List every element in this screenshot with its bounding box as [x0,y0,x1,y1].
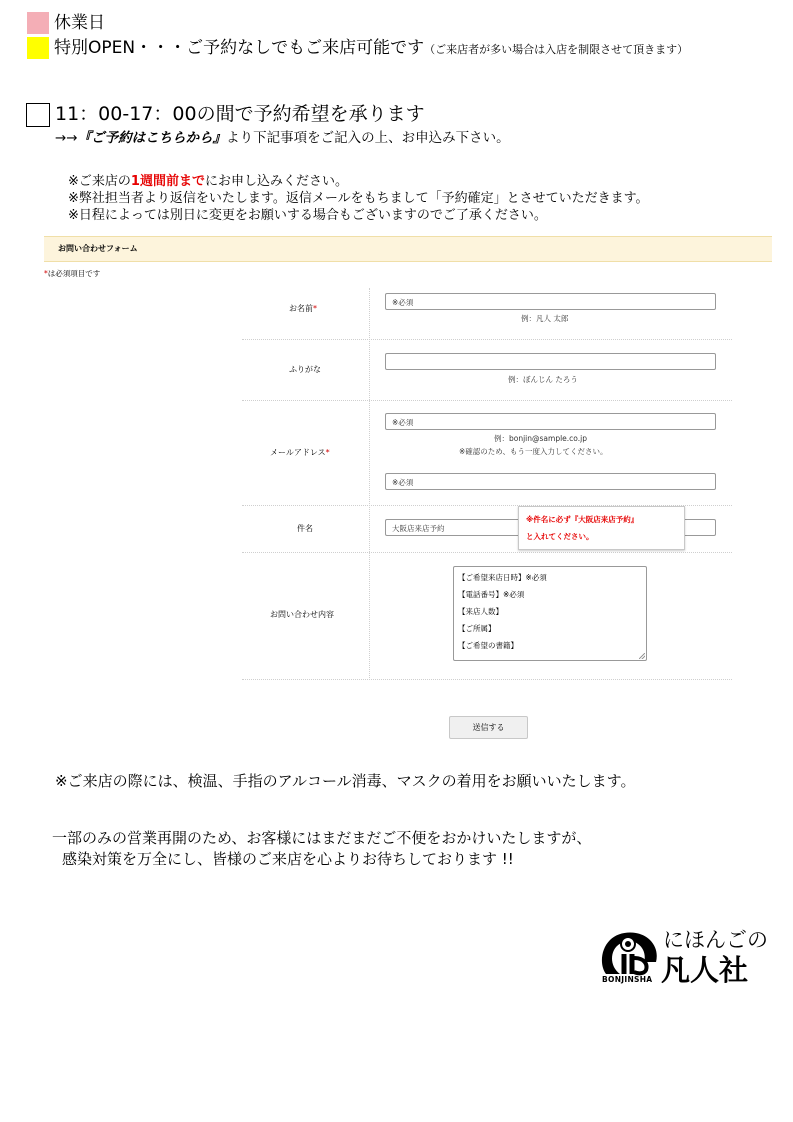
email-example: 例：bonjin@sample.co.jp [494,434,587,443]
furigana-input[interactable] [385,353,716,370]
name-example: 例：凡人 太郎 [521,314,569,323]
subject-tooltip: ※件名に必ず『大阪店来店予約』 と入れてください。 [518,506,685,550]
reservation-instruction-text: より下記事項をご記入の上、お申込み下さい。 [226,130,510,146]
arrow-glyph: →→ [55,130,78,146]
form-column-separator [369,288,370,680]
bonjinsha-logo [598,928,770,990]
reservation-time: 11：00-17：00の間で予約希望を承ります [55,103,425,125]
note-deadline: ※ご来店の1週間前までにお申し込みください。 [68,174,348,189]
closing-precautions: ※ご来店の際には、検温、手指のアルコール消毒、マスクの着用をお願いいたします。 [55,772,636,790]
resize-grip-icon[interactable] [639,653,645,659]
inquiry-line: 【ご希望来店日時】※必須 [458,573,547,582]
bonjinsha-mark-icon [598,928,660,976]
inquiry-line: 【電話番号】※必須 [458,590,525,599]
subject-label: 件名 [297,524,313,533]
logo-name: 凡人社 [661,953,749,987]
required-note: *は必須項目です [44,269,101,278]
email-confirm-input[interactable]: ※必須 [385,473,716,490]
name-label: お名前* [289,304,317,313]
reservation-instruction [55,126,510,146]
reservation-checkbox [26,103,50,127]
closing-welcome: 感染対策を万全にし、皆様のご来店を心よりお待ちしております !! [62,850,514,868]
furigana-label: ふりがな [289,365,321,374]
submit-button[interactable]: 送信する [449,716,528,739]
inquiry-label: お問い合わせ内容 [270,610,334,619]
email-label: メールアドレス* [270,448,330,457]
name-input[interactable]: ※必須 [385,293,716,310]
row-separator [242,679,732,680]
closing-apology: 一部のみの営業再開のため、お客様にはまだまだご不便をおかけいたしますが、 [52,829,592,847]
row-separator [242,400,732,401]
special-open-label: 特別OPEN・・・ご予約なしでもご来店可能です（ご来店者が多い場合は入店を制限させて頂きます） [54,38,689,58]
inquiry-line: 【ご所属】 [458,624,496,633]
logo-tagline: にほんごの [663,928,768,952]
row-separator [242,552,732,553]
email-confirm-note: ※確認のため、もう一度入力してください。 [459,447,608,456]
subject-input[interactable]: 大阪店来店予約 [385,519,716,536]
deadline-emphasis: 1週間前まで [130,174,205,189]
special-open-note: （ご来店者が多い場合は入店を制限させて頂きます） [424,43,689,56]
email-input[interactable]: ※必須 [385,413,716,430]
form-header: お問い合わせフォーム [44,236,772,262]
note-reschedule: ※日程によっては別日に変更をお願いする場合もございますのでご了承ください。 [68,208,547,223]
reservation-link[interactable]: 『ご予約はこちらから』 [77,130,227,146]
inquiry-line: 【ご希望の書籍】 [458,641,518,650]
closed-day-label: 休業日 [54,13,105,33]
logo-english: BONJINSHA [602,975,653,984]
note-reply: ※弊社担当者より返信をいたします。返信メールをもちまして「予約確定」とさせていただきます。 [68,191,649,206]
row-separator [242,339,732,340]
closed-day-swatch [27,12,49,34]
furigana-example: 例：ぼんじん たろう [508,375,578,384]
special-open-swatch [27,37,49,59]
inquiry-textarea[interactable] [453,566,647,661]
inquiry-line: 【来店人数】 [458,607,503,616]
